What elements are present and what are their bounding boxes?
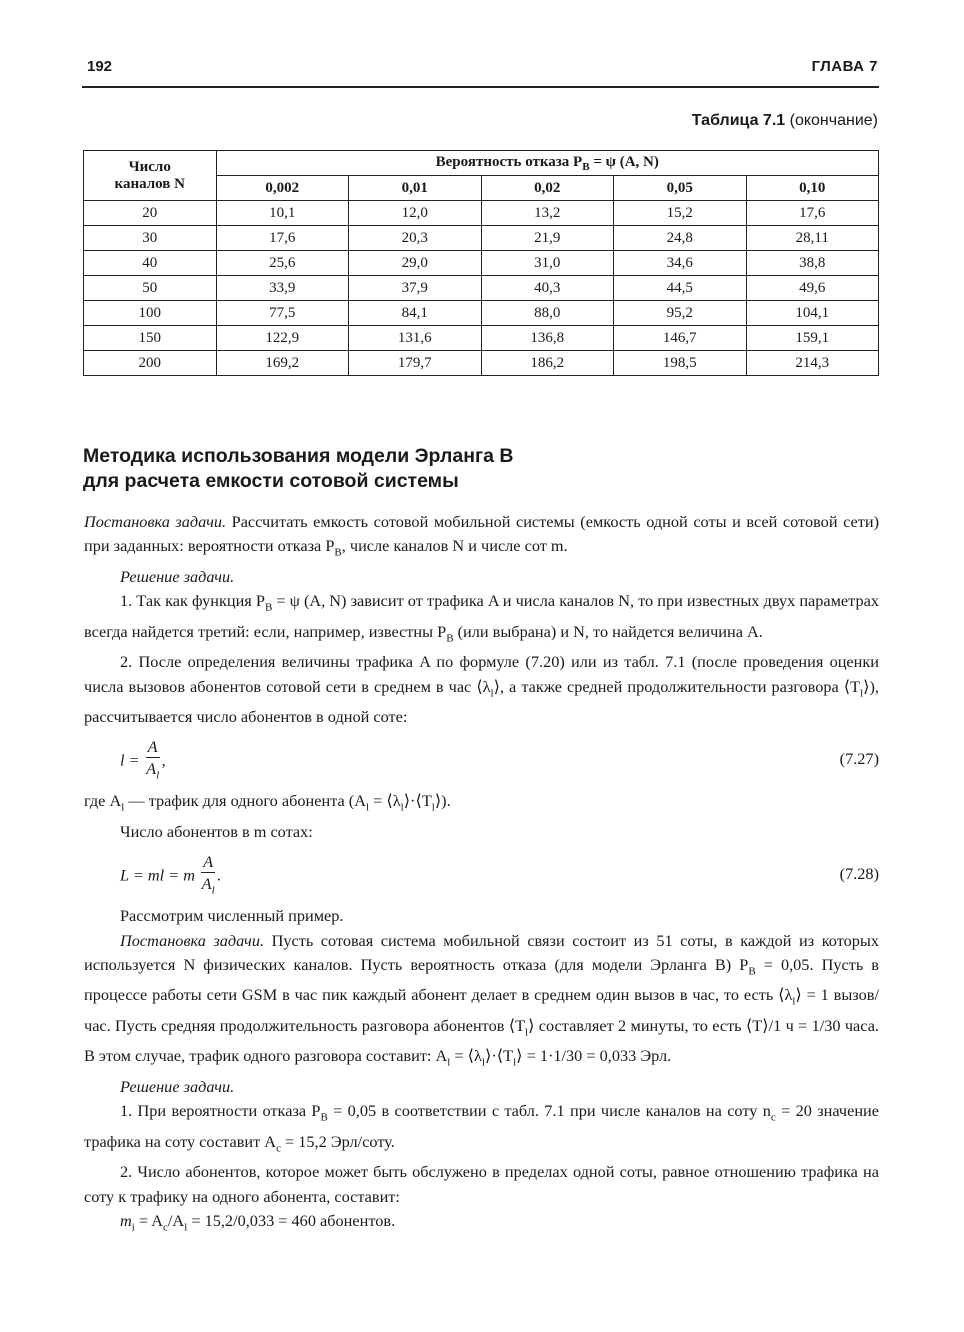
traffic-cell: 104,1	[746, 301, 879, 326]
solution-step-1: 1. Так как функция $P_B = \psi$ (A, N) зависит от трафика A и числа каналов N, то при известных двух параметрах всегда найдется третий: если, например, известны $P_B$ (или выбрана) и N, то найдется величина A.	[84, 591, 879, 644]
traffic-cell: 15,2	[614, 201, 747, 226]
traffic-cell: 179,7	[349, 351, 482, 376]
traffic-cell: 17,6	[746, 201, 879, 226]
traffic-cell: 49,6	[746, 276, 879, 301]
traffic-cell: 31,0	[481, 251, 614, 276]
traffic-cell: 25,6	[216, 251, 349, 276]
traffic-cell: 136,8	[481, 326, 614, 351]
traffic-cell: 12,0	[349, 201, 482, 226]
page-number: 192	[87, 58, 113, 75]
traffic-cell: 37,9	[349, 276, 482, 301]
col-header-channels: Число каналов N	[84, 151, 217, 201]
example-problem-paragraph: Постановка задачи. Пусть сотовая система мобильной связи состоит из 51 соты, в каждой из которых используется N физических каналов. Пусть вероятность отказа (для модели Эрланга B) $P_B = 0,05$. Пусть в процессе работы сети GSM в час пик каждый абонент делает в среднем один вызов в час, то есть $⟨\lambda_l⟩ = 1$ вызов/час. Пусть средняя продолжительность разговора абонентов $⟨T_l⟩$ составляет 2 минуты, то есть ⟨T⟩/1 ч = 1/30 часа. В этом случае, трафик одного разговора составит: $A_l$ = $⟨\lambda_l⟩\cdot⟨T_l⟩ = 1\cdot 1/30 = 0,033$ Эрл.	[84, 930, 879, 1069]
example-step-2: 2. Число абонентов, которое может быть обслужено в пределах одной соты, равное отношению трафика на соту к трафику на одного абонента, составит:	[84, 1162, 879, 1206]
traffic-cell: 84,1	[349, 301, 482, 326]
erlang-b-table	[83, 150, 879, 376]
traffic-cell: 40,3	[481, 276, 614, 301]
traffic-cell: 214,3	[746, 351, 879, 376]
traffic-cell: 122,9	[216, 326, 349, 351]
traffic-cell: 13,2	[481, 201, 614, 226]
channels-cell: 200	[84, 351, 217, 376]
table-caption-note: (окончание)	[789, 112, 878, 129]
section-title: Методика использования модели Эрланга B для расчета емкости сотовой системы	[83, 445, 514, 492]
traffic-cell: 17,6	[216, 226, 349, 251]
table-row	[84, 351, 879, 376]
table-row	[84, 226, 879, 251]
traffic-cell: 159,1	[746, 326, 879, 351]
traffic-cell: 21,9	[481, 226, 614, 251]
traffic-cell: 146,7	[614, 326, 747, 351]
body-text	[84, 510, 879, 1240]
channels-cell: 50	[84, 276, 217, 301]
traffic-cell: 44,5	[614, 276, 747, 301]
channels-cell: 20	[84, 201, 217, 226]
formula-7-27: l = $\frac{A}{A_l}$ , (7.27)	[120, 737, 879, 782]
solution-label-2: Решение задачи.	[120, 1077, 235, 1096]
traffic-cell: 29,0	[349, 251, 482, 276]
traffic-cell: 77,5	[216, 301, 349, 326]
traffic-cell: 28,11	[746, 226, 879, 251]
table-row	[84, 201, 879, 226]
traffic-cell: 186,2	[481, 351, 614, 376]
formula-number: (7.28)	[839, 864, 879, 884]
prob-header: 0,05	[614, 176, 747, 201]
table-row	[84, 251, 879, 276]
traffic-cell: 10,1	[216, 201, 349, 226]
channels-cell: 30	[84, 226, 217, 251]
prob-header: 0,10	[746, 176, 879, 201]
table-row	[84, 326, 879, 351]
traffic-cell: 131,6	[349, 326, 482, 351]
prob-header: 0,002	[216, 176, 349, 201]
header-rule	[82, 86, 879, 88]
example-step-1: 1. При вероятности отказа $P_B = 0,05$ в соответствии с табл. 7.1 при числе каналов на соту $n_c = 20$ значение трафика на соту составит $A_c = 15,2$ Эрл/соту.	[84, 1101, 879, 1155]
solution-step-2: 2. После определения величины трафика A по формуле (7.20) или из табл. 7.1 (после проведения оценки числа вызовов абонентов сотовой сети в среднем в час $⟨\lambda_l⟩$, а также средней продолжительности разговора $⟨T_l⟩$), рассчитывается число абонентов в одной соте:	[84, 652, 879, 727]
traffic-cell: 34,6	[614, 251, 747, 276]
table-caption	[692, 112, 878, 130]
traffic-cell: 20,3	[349, 226, 482, 251]
traffic-cell: 88,0	[481, 301, 614, 326]
traffic-cell: 169,2	[216, 351, 349, 376]
traffic-cell: 198,5	[614, 351, 747, 376]
col-group-header-probability: Вероятность отказа $P_B = \psi$ (A, N)	[216, 151, 879, 176]
chapter-label: ГЛАВА 7	[811, 58, 878, 75]
traffic-cell: 24,8	[614, 226, 747, 251]
table-row	[84, 276, 879, 301]
channels-cell: 150	[84, 326, 217, 351]
channels-cell: 40	[84, 251, 217, 276]
formula-number: (7.27)	[839, 749, 879, 769]
cells-count-paragraph: Число абонентов в m сотах:	[120, 821, 313, 841]
table-row	[84, 301, 879, 326]
traffic-cell: 95,2	[614, 301, 747, 326]
definition-paragraph: где $A_l$ — трафик для одного абонента ($A_l$ = $⟨\lambda_l⟩\cdot⟨T_l⟩$).	[84, 791, 451, 814]
example-intro: Рассмотрим численный пример.	[120, 906, 344, 926]
solution-label: Решение задачи.	[120, 566, 235, 586]
traffic-cell: 33,9	[216, 276, 349, 301]
channels-cell: 100	[84, 301, 217, 326]
traffic-cell: 38,8	[746, 251, 879, 276]
prob-header: 0,02	[481, 176, 614, 201]
formula-7-28: L = ml = m $\frac{A}{A_l}$ . (7.28)	[120, 852, 879, 897]
example-result: $m_i = A_c/A_l = 15,2/0,033 = 460$ абонентов.	[120, 1210, 396, 1234]
problem-paragraph: Постановка задачи. Рассчитать емкость сотовой мобильной системы (емкость одной соты и всей сотовой сети) при заданных: вероятности отказа $P_B$, числе каналов N и числе сот m.	[84, 512, 879, 559]
table-caption-number: Таблица 7.1	[691, 112, 786, 129]
prob-header: 0,01	[349, 176, 482, 201]
